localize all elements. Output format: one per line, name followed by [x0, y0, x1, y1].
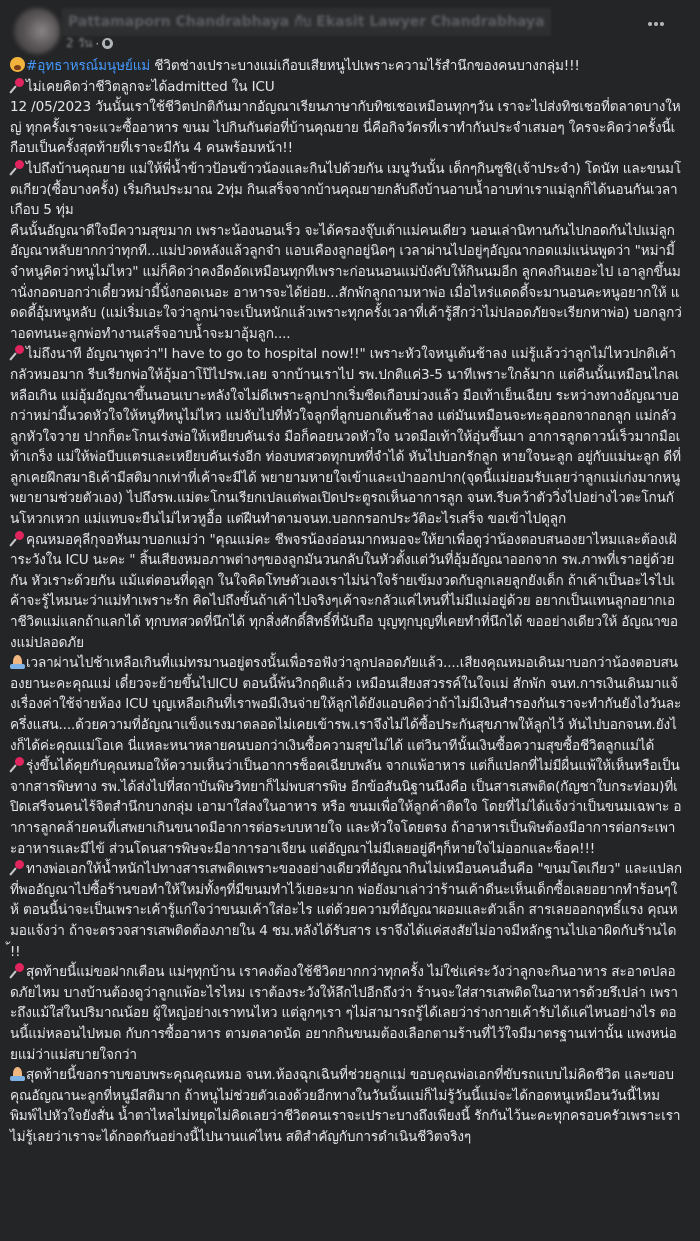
paragraph-text: ไม่เคยคิดว่าชีวิตลูกจะได้admitted ใน ICU [26, 78, 275, 95]
post-paragraph [10, 159, 682, 221]
post-paragraph [10, 530, 682, 654]
post-body [10, 56, 682, 1147]
post-paragraph [10, 1106, 682, 1147]
paragraph-text: ไม่ถึงนาที อัญณาพูดว่า"I have to go to hospital now!!" เพราะหัวใจหนูเต้นช้าลง แม่รู้แล้วว่าลูกไม่ไหวปกติเค้ากลัวหมอมาก รีบเรียกพ่อให้อุ้มอาโป๊ไปรพ.เลย จากบ้านเราไป รพ.ปกติแค่3-5 นาทีเพราะใกล้มาก แต่คืนนั้นเหมือนไกลเหลือเกิน แม่อุ้มอัญณาขึ้นนอนเบาะหลังใจไม่ดีเพราะลูกปากเริ่มซีดเกือบม่วงแล้ว มือเท้าเย็นเฉียบ ระหว่างทางอัญณาบอกว่าหม่ามี้นวดหัวใจให้หนูทีหนูไม่ไหว แม่จับไปที่หัวใจลูกที่ลูกบอกเต้นช้าลง แต่มันเหมือนจะทะลุออกจากอกลูก แม่กลัวลูกหัวใจวาย ปากก็ตะโกนเร่งพ่อให้เหยียบคันเร่ง มือก็คอยนวดหัวใจ นวดมือเท้าให้อุ่นขึ้นมา อาการลูกดาวน์เร็วมากมือเท้าเกร็ง แม่ให้พ่อบีบแตรและเหยียบคันเร่งอีก ท่องบทสวดทุกบทที่จำได้ หันไปบอกรักลูก หายใจนะลูก อยู่กับแม่นะลูก ดีที่ลูกเคยฝึกสมาธิเค้ามีสติมากเท่าที่เค้าจะมีได้ พยายามหายใจเข้าและเป่าออกปาก(จุดนี้แม่ยอมรับเลยว่าลูกแม่เก่งมากหนูพยายามช่วยตัวเอง) ไปถึงรพ.แม่ตะโกนเรียกเปลแต่พอเปิดประตูรถเห็นอาการลูก จนท.รีบคว้าตัววิ่งไปอย่างไวตะโกนกันโหวกเหวก แม่แทบจะยืนไม่ไหวหูอื้อ แต่ฝืนทำตามจนท.บอกกรอกประวัติอะไรเสร็จ ขอเข้าไปดูลูก [10, 346, 681, 528]
author-name[interactable]: Pattamaporn Chandrabhaya กับ Ekasit Lawyer Chandrabhaya [62, 8, 551, 36]
post-paragraph [10, 221, 682, 345]
post-paragraph [10, 97, 682, 159]
post-headline [10, 56, 682, 77]
more-options-button[interactable] [648, 22, 664, 26]
avatar[interactable] [14, 8, 60, 54]
paragraph-text: เวลาผ่านไปช้าเหลือเกินที่แม่ทรมานอยู่ตรงนั้นเพื่อรอฟังว่าลูกปลอดภัยแล้ว....เสียงคุณหมอเดินมาบอกว่าน้องตอบสนองยานะคะคุณแม่ เดี๋ยวจะย้ายขึ้นไปICU ตอนนี้พ้นวิกฤติแล้ว เหมือนเสียงสวรรค์ในใจแม่ สักพัก จนท.การเงินเดินมาแจ้งเรื่องค่าใช้จ่ายห้อง ICU บุญเหลือเกินที่เราพอมีเงินจ่ายให้ลูกได้ยังแอบคิดว่าถ้าไม่มีเงินสำรองกันเราจะทำกันยังไงวันละครึ่งแสน....ด้วยความที่อัญณาแข็งแรงมาตลอดไม่เคยเข้ารพ.เราจึงไม่ได้ซื้อประกันสุขภาพให้ลูกไว้ หันไปบอกจนท.ยังไงก็ได้ค่ะคุณแม่โอเค นี่แหละหนาหลายคนบอกว่าเงินซื้อความสุขไม่ได้ แต่วินาทีนั้นเงินซื้อความสุขซื้อชีวิตลูกแม่ได้ [10, 655, 682, 754]
pushpin-icon [10, 531, 25, 546]
post-paragraph [10, 756, 682, 859]
paragraph-text: รุ่งขึ้นได้คุยกับคุณหมอให้ความเห็นว่าเป็นอาการช็อคเฉียบพลัน จากแพ้อาหาร แต่ก็แปลกที่ไม่มีผื่นแพ้ให้เห็นหรือเป็นจากสารพิษทาง รพ.ได้ส่งไปที่สถาบันพิษวิทยาก็ไม่พบสารพิษ อีกข้อสันนิฐานนึงคือ เป็นสารเสพติด(กัญชาใบกระท่อม)ที่เปิดเสรีจนคนไร้จิตสำนึกบางกลุ่ม เอามาใส่ลงในอาหาร หรือ ขนมเพื่อให้ลูกค้าติดใจ โดยที่ไม่ได้แจ้งว่าเป็นขนมเฉพาะ อาการลูกคล้ายคนที่เสพยาเกินขนาดมีอาการต่อระบบหายใจ และหัวใจโดยตรง ถ้าอาหารเป็นพิษต้องมีอาการต่อกระเพาะอาหารและมีไข้ ส่วนโดนสารพิษจะมีอาการอาเจียน แต่อัญณาไม่มีเลยอยู่ดีๆก็หายใจไม่ออกและช็อค!!! [10, 758, 682, 857]
post-meta [66, 34, 113, 53]
dot-icon [660, 22, 664, 26]
post-paragraph [10, 77, 682, 98]
post-paragraph [10, 1065, 682, 1106]
paragraph-text: ไปถึงบ้านคุณยาย แม่ให้พี่น้ำข้าวป้อนข้าวน้องและกินไปด้วยกัน เมนูวันนั้น เด็กๆกินซูชิ(เจ้าประจำ) โดนัท และขนมโตเกียว(ซื้อบางครั้ง) เริ่มกินประมาณ 2ทุ่ม กินเสร็จจากบ้านคุณยายกลับถึงบ้านอาบน้ำอาบท่าเราแม่ลูกก็ได้นอนกันเวลาเกือบ 5 ทุ่ม [10, 160, 681, 219]
paragraph-text: คุณหมอคุลีกุจอหันมาบอกแม่ว่า "คุณแม่คะ ชีพจรน้องอ่อนมากหมอจะให้ยาเพื่อดูว่าน้องตอบสนองยาไหมและต้องเฝ้าระวังใน ICU นะคะ " สิ้นเสียงหมอภาพต่างๆของลูกมันวนกลับในหัวตั้งแต่วันที่อุ้มอัญณาออกจาก รพ.ภาพที่เราอยู่ด้วยกัน หัวเราะด้วยกัน แม้แต่ตอนที่ดุลูก ในใจคิดโทษตัวเองเราไม่น่าใจร้ายเข้มงวดกับลูกเลยลูกยังเด็ก ถ้าเค้าเป็นอะไรไปเค้าจะรู้ไหมนะว่าแม่ทำเพราะรัก คิดไปถึงขั้นถ้าเค้าไปจริงๆเค้าจะกลัวแค่ไหนที่ไม่มีแม่อยู่ด้วย อยากเป็นแทนลูกอยากเอาชีวิตแม่แลกถ้าแลกได้ ทุกบทสวดที่นึกได้ ทุกสิ่งศักดิ์สิทธิ์ที่นับถือ บุญทุกบุญที่เคยทำที่นึกได้ ขออย่างเดียวให้ อัญณาของแม่ปลอดภัย [10, 531, 678, 651]
paragraph-text: สุดท้ายนี้แม่ขอฝากเตือน แม่ๆทุกบ้าน เราคงต้องใช้ชีวิตยากกว่าทุกครั้ง ไม่ใช่แค่ระวังว่าลูกจะกินอาหาร สะอาดปลอดภัยไหม บางบ้านต้องดูว่าลูกแพ้อะไรไหม เราต้องระวังให้ลึกไปอีกถึงว่า ร้านจะใส่สารเสพติดในอาหารด้วยรึเปล่า เพราะถึงแม้ใส่ในปริมาณน้อย ผู้ใหญ่อย่างเราทนไหว แต่ลูกๆเรา ๆไม่สามารถรู้ได้เลยว่าร่างกายเค้ารับได้แค่ไหนอย่างไร ตอนนี้แม่หลอนไปหมด กับการซื้ออาหาร ตามตลาดนัด อยากกินขนมต้องเลือกตามร้านที่ไว้ใจมีมาตรฐานเท่านั้น แพงหน่อยแม่ว่าแม่สบายใจกว่า [10, 964, 678, 1063]
pushpin-icon [10, 345, 25, 360]
post-header [0, 0, 700, 60]
paragraph-text: ทางพ่อเอกให้น้ำหนักไปทางสารเสพติดเพราะของอย่างเดียวที่อัญณากินไม่เหมือนคนอื่นคือ "ขนมโตเกียว" และแปลกที่พออัญณาไปซื้อร้านขอทำให้ใหม่ทั้งๆที่มีขนมทำไว้เยอะมาก พ่อยังมาเล่าว่าร้านเค้าดีนะเห็นเด็กซื้อเลยอยากทำร้อนๆให้ ตอนนี้น่าจะเป็นเพราะเค้ารู้แก่ใจว่าขนมเค้าใส่อะไร แต่ด้วยความที่อัญณาผอมและตัวเล็ก สารเลยออกฤทธิ์แรง คุณหมอแจ้งว่า ถ้าจะตรวจสารเสพติดต้องภายใน 4 ชม.หลังได้รับสาร เราจึงได้แค่สงสัยไม่อาจมีหลักฐานไปเอาผิดกับร้านได้!! [10, 861, 682, 960]
post-paragraph [10, 344, 682, 529]
post-timestamp[interactable]: 2 วัน [66, 36, 93, 50]
post-paragraph [10, 962, 682, 1065]
pushpin-icon [10, 78, 25, 93]
dot-icon [648, 22, 652, 26]
pushpin-icon [10, 757, 25, 772]
paragraph-text: คืนนั้นอัญณาดีใจมีความสุขมาก เพราะน้องนอนเร็ว จะได้ครองจุ๊บเต้าแม่คนเดียว นอนเล่านิทานกันไปกอดกันไปแม่ลูก อัญณาหลับยากกว่าทุกที...แม่ปวดหลังแล้วลูกจ๋า แอบเคืองลูกอยู่นิดๆ เวลาผ่านไปอยู่ๆอัญณากอดแม่แน่นพูดว่า "หม่ามี้จ๋าหนูคิดว่าหนูไม่ไหว" แม่ก็คิดว่าคงอืดอัดเหมือนทุกทีเพราะก่อนนอนแม่บังคับให้กินนมอีก ลูกคงกินเยอะไป เอาลูกขึ้นมานั่งกอดบอกว่าเดี๋ยวหม่ามี้นั่งกอดเนอะ อาหารจะได้ย่อย...สักพักลูกถามหาพ่อ เมื่อไหร่แดดดี้จะมานอนคะหนูอยากให้ แดดดี้อุ้มหนูหลับ (แม่เริ่มเอะใจว่าลูกน่าจะเป็นหนักแล้วเพราะทุกครั้งเวลาที่เค้ารู้สึกว่าไม่ปลอดภัยจะเรียกหาพ่อ) บอกลูกว่าอดทนนะลูกพ่อทำงานเสร็จอาบน้ำจะมาอุ้มลูก.... [10, 222, 682, 342]
post-paragraph [10, 653, 682, 756]
dot-icon [654, 22, 658, 26]
pushpin-icon [10, 963, 25, 978]
paragraph-text: พิมพ์ไปหัวใจยังสั่น น้ำตาไหลไม่หยุดไม่คิดเลยว่าชีวิตคนเราจะเปราะบางถึงเพียงนี้ รักกันไว้นะคะทุกครอบครัวเพราะเราไม่รู้เลยว่าเราจะได้กอดกันอย่างนี้ไปนานแค่ไหน สติสำคัญกับการดำเนินชีวิตจริงๆ [10, 1108, 681, 1145]
praying-hands-icon [10, 654, 25, 669]
praying-hands-icon [10, 1066, 25, 1081]
headline-text: ชีวิตช่างเปราะบางแม่เกือบเสียหนูไปเพราะความไร้สำนึกของคนบางกลุ่ม!!! [150, 58, 580, 74]
globe-icon [102, 38, 113, 49]
crying-face-icon [10, 57, 25, 72]
paragraph-text: 12 /05/2023 วันนั้นเราใช้ชีวิตปกติกันมากอัญณาเรียนภาษากับทิชเชอเหมือนทุกๆวัน เราจะไปส่งทิชเชอที่ตลาดบางใหญ่ ทุกครั้งเราจะแวะซื้ออาหาร ขนม ไปกินกันต่อที่บ้านคุณยาย นี่คือกิจวัตรที่เราทำกันประจำเสมอๆ ใครจะคิดว่าครั้งนี้เกือบเป็นครั้งสุดท้ายที่เราจะมีกัน 4 คนพร้อมหน้า!! [10, 99, 681, 157]
meta-separator: · [95, 36, 100, 51]
hashtag-link[interactable]: #อุทธาหรณ์มนุษย์แม่ [26, 58, 151, 74]
pushpin-icon [10, 160, 25, 175]
pushpin-icon [10, 860, 25, 875]
paragraph-text: สุดท้ายนี้ขอกราบขอบพระคุณคุณหมอ จนท.ห้องฉุกเฉินที่ช่วยลูกแม่ ขอบคุณพ่อเอกที่ขับรถแบบไม่คิดชีวิต และขอบคุณอัญณานะลูกที่หนูมีสติมาก ถ้าหนูไม่ช่วยตัวเองด้วยอีกทางในวันนั้นแม่ก็ไม่รู้วันนี้แม่จะได้กอดหนูเหมือนวันนี้ไหม [10, 1067, 674, 1104]
post-paragraph [10, 859, 682, 962]
